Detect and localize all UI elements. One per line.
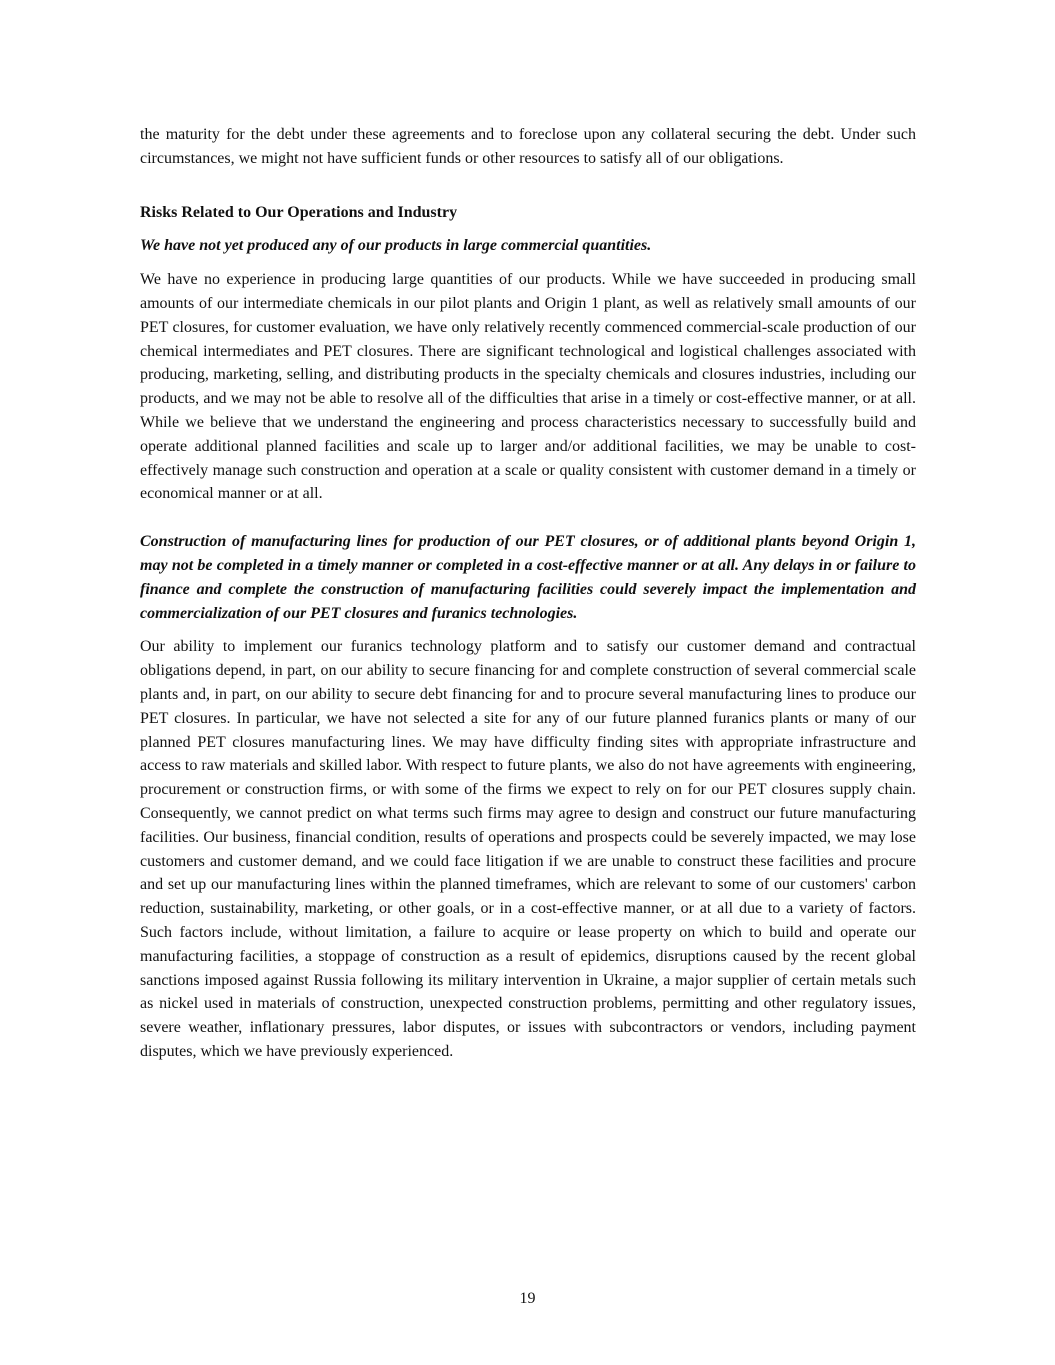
- risk-body-construction: Our ability to implement our furanics technology platform and to satisfy our customer demand and contractual obligations depend, in part, on our ability to secure financing for and complete construction of several commercial scale plants and, in part, on our ability to secure debt financing for and to procure several manufacturing lines to produce our PET closures. In particular, we have not selected a site for any of our future planned furanics plants or many of our planned PET closures manufacturing lines. We may have difficulty finding sites with appropriate infrastructure and access to raw materials and skilled labor. With respect to future plants, we also do not have agreements with engineering, procurement or construction firms, or with some of the firms we expect to rely on for our PET closures supply chain. Consequently, we cannot predict on what terms such firms may agree to design and construct our future manufacturing facilities. Our business, financial condition, results of operations and prospects could be severely impacted, we may lose customers and customer demand, and we could face litigation if we are unable to construct these facilities and procure and set up our manufacturing lines within the planned timeframes, which are relevant to some of our customers' carbon reduction, sustainability, marketing, or other goals, or in a cost-effective manner, or at all due to a variety of factors. Such factors include, without limitation, a failure to acquire or lease property on which to build and operate our manufacturing facilities, a stoppage of construction as a result of epidemics, disruptions caused by the recent global sanctions imposed against Russia following its military intervention in Ukraine, a major supplier of certain metals such as nickel used in materials of construction, unexpected construction problems, permitting and other regulatory issues, severe weather, inflationary pressures, labor disputes, or issues with subcontractors or vendors, including payment disputes, which we have previously experienced.: [140, 638, 916, 1060]
- document-body: [140, 123, 916, 1088]
- section-heading: Risks Related to Our Operations and Industry: [140, 203, 458, 221]
- risk-body-production: We have no experience in producing large quantities of our products. While we have succeeded in producing small amounts of our intermediate chemicals in our pilot plants and Origin 1 plant, as well as relatively small amounts of our PET closures, for customer evaluation, we have only relatively recently commenced commercial-scale production of our chemical intermediates and PET closures. There are significant technological and logistical challenges associated with producing, marketing, selling, and distributing products in the specialty chemicals and closures industries, including our products, and we may not be able to resolve all of the difficulties that arise in a timely or cost-effective manner, or at all. While we believe that we understand the engineering and process characteristics necessary to successfully build and operate additional planned facilities and scale up to larger and/or additional facilities, we may be unable to cost-effectively manage such construction and operation at a scale or quality consistent with customer demand in a timely or economical manner or at all.: [140, 271, 916, 503]
- continued-paragraph: the maturity for the debt under these agreements and to foreclose upon any collateral securing the debt. Under such circumstances, we might not have sufficient funds or other resources to satisfy all of our obligations.: [140, 126, 916, 167]
- page-number: 19: [519, 1290, 536, 1307]
- risk-heading-construction: Construction of manufacturing lines for production of our PET closures, or of additional plants beyond Origin 1, may not be completed in a timely manner or completed in a cost-effective manner or at all. Any delays in or failure to finance and complete the construction of manufacturing facilities could severely impact the implementation and commercialization of our PET closures and furanics technologies.: [140, 533, 916, 622]
- risk-heading-production: We have not yet produced any of our products in large commercial quantities.: [140, 237, 652, 255]
